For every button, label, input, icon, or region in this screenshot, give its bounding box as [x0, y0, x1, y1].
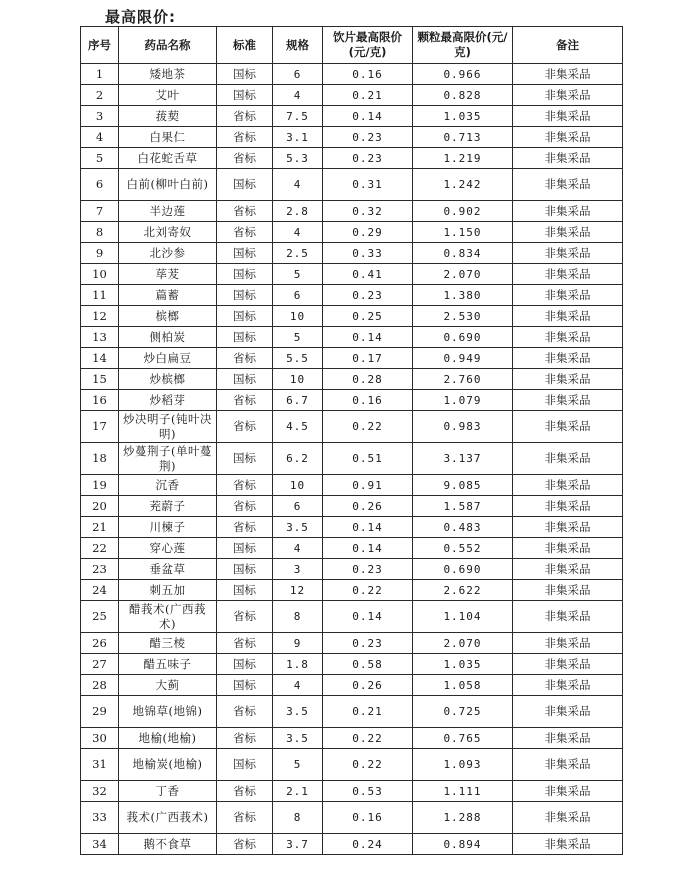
cell-standard: 国标	[217, 749, 273, 781]
table-row	[81, 222, 623, 243]
table-header-row	[81, 27, 623, 64]
cell-standard: 省标	[217, 728, 273, 749]
cell-standard: 省标	[217, 148, 273, 169]
table-row	[81, 475, 623, 496]
cell-no: 25	[81, 601, 119, 633]
cell-remark: 非集采品	[513, 169, 623, 201]
cell-remark: 非集采品	[513, 285, 623, 306]
table-row	[81, 749, 623, 781]
table-row	[81, 348, 623, 369]
cell-spec: 4	[273, 222, 323, 243]
cell-spec: 8	[273, 802, 323, 834]
cell-remark: 非集采品	[513, 264, 623, 285]
table-row	[81, 64, 623, 85]
cell-no: 29	[81, 696, 119, 728]
cell-remark: 非集采品	[513, 749, 623, 781]
cell-name: 艾叶	[119, 85, 217, 106]
cell-remark: 非集采品	[513, 654, 623, 675]
cell-standard: 省标	[217, 696, 273, 728]
cell-remark: 非集采品	[513, 834, 623, 855]
cell-spec: 9	[273, 633, 323, 654]
cell-standard: 省标	[217, 222, 273, 243]
cell-no: 31	[81, 749, 119, 781]
cell-name: 荜茇	[119, 264, 217, 285]
cell-piece-price: 0.24	[323, 834, 413, 855]
cell-spec: 1.8	[273, 654, 323, 675]
cell-spec: 5	[273, 327, 323, 348]
cell-granule-price: 1.288	[413, 802, 513, 834]
cell-remark: 非集采品	[513, 696, 623, 728]
cell-piece-price: 0.23	[323, 559, 413, 580]
cell-piece-price: 0.14	[323, 106, 413, 127]
cell-granule-price: 0.483	[413, 517, 513, 538]
cell-granule-price: 0.949	[413, 348, 513, 369]
cell-remark: 非集采品	[513, 781, 623, 802]
cell-remark: 非集采品	[513, 148, 623, 169]
cell-no: 13	[81, 327, 119, 348]
cell-standard: 国标	[217, 243, 273, 264]
cell-standard: 省标	[217, 127, 273, 148]
table-row	[81, 601, 623, 633]
cell-remark: 非集采品	[513, 390, 623, 411]
cell-granule-price: 1.380	[413, 285, 513, 306]
cell-name: 地榆炭(地榆)	[119, 749, 217, 781]
cell-spec: 12	[273, 580, 323, 601]
table-row	[81, 390, 623, 411]
table-row	[81, 264, 623, 285]
cell-no: 17	[81, 411, 119, 443]
cell-name: 槟榔	[119, 306, 217, 327]
cell-granule-price: 2.070	[413, 264, 513, 285]
cell-remark: 非集采品	[513, 517, 623, 538]
cell-standard: 省标	[217, 601, 273, 633]
cell-piece-price: 0.28	[323, 369, 413, 390]
table-row	[81, 201, 623, 222]
cell-no: 3	[81, 106, 119, 127]
cell-granule-price: 0.834	[413, 243, 513, 264]
header-standard: 标准	[217, 27, 273, 64]
cell-standard: 国标	[217, 369, 273, 390]
cell-remark: 非集采品	[513, 306, 623, 327]
cell-name: 茺蔚子	[119, 496, 217, 517]
cell-piece-price: 0.58	[323, 654, 413, 675]
cell-name: 北刘寄奴	[119, 222, 217, 243]
cell-standard: 国标	[217, 264, 273, 285]
cell-piece-price: 0.21	[323, 696, 413, 728]
cell-spec: 2.1	[273, 781, 323, 802]
cell-standard: 省标	[217, 834, 273, 855]
cell-name: 白果仁	[119, 127, 217, 148]
cell-no: 15	[81, 369, 119, 390]
cell-no: 34	[81, 834, 119, 855]
cell-granule-price: 2.530	[413, 306, 513, 327]
table-row	[81, 85, 623, 106]
cell-no: 11	[81, 285, 119, 306]
cell-granule-price: 2.070	[413, 633, 513, 654]
cell-standard: 国标	[217, 327, 273, 348]
cell-standard: 国标	[217, 559, 273, 580]
cell-granule-price: 1.587	[413, 496, 513, 517]
table-row	[81, 127, 623, 148]
cell-spec: 3.1	[273, 127, 323, 148]
cell-piece-price: 0.32	[323, 201, 413, 222]
cell-granule-price: 0.765	[413, 728, 513, 749]
cell-piece-price: 0.51	[323, 443, 413, 475]
cell-granule-price: 1.058	[413, 675, 513, 696]
cell-spec: 10	[273, 475, 323, 496]
cell-no: 5	[81, 148, 119, 169]
cell-name: 炒蔓荆子(单叶蔓荆)	[119, 443, 217, 475]
cell-spec: 2.5	[273, 243, 323, 264]
cell-no: 18	[81, 443, 119, 475]
cell-standard: 国标	[217, 654, 273, 675]
table-row	[81, 148, 623, 169]
cell-standard: 省标	[217, 781, 273, 802]
cell-name: 沉香	[119, 475, 217, 496]
cell-granule-price: 0.828	[413, 85, 513, 106]
cell-piece-price: 0.33	[323, 243, 413, 264]
cell-no: 26	[81, 633, 119, 654]
cell-remark: 非集采品	[513, 475, 623, 496]
cell-name: 丁香	[119, 781, 217, 802]
cell-spec: 10	[273, 369, 323, 390]
cell-piece-price: 0.29	[323, 222, 413, 243]
cell-name: 穿心莲	[119, 538, 217, 559]
header-name: 药品名称	[119, 27, 217, 64]
cell-standard: 国标	[217, 538, 273, 559]
cell-no: 19	[81, 475, 119, 496]
cell-spec: 10	[273, 306, 323, 327]
cell-no: 22	[81, 538, 119, 559]
cell-no: 33	[81, 802, 119, 834]
cell-name: 菝葜	[119, 106, 217, 127]
table-row	[81, 559, 623, 580]
cell-remark: 非集采品	[513, 411, 623, 443]
cell-piece-price: 0.25	[323, 306, 413, 327]
cell-granule-price: 2.622	[413, 580, 513, 601]
table-row	[81, 802, 623, 834]
cell-no: 21	[81, 517, 119, 538]
header-granule-price: 颗粒最高限价(元/克)	[413, 27, 513, 64]
cell-piece-price: 0.22	[323, 749, 413, 781]
cell-name: 炒决明子(钝叶决明)	[119, 411, 217, 443]
cell-remark: 非集采品	[513, 633, 623, 654]
cell-remark: 非集采品	[513, 201, 623, 222]
cell-name: 醋五味子	[119, 654, 217, 675]
cell-granule-price: 0.902	[413, 201, 513, 222]
cell-no: 28	[81, 675, 119, 696]
cell-standard: 省标	[217, 201, 273, 222]
cell-granule-price: 0.725	[413, 696, 513, 728]
cell-spec: 5.5	[273, 348, 323, 369]
document-title: 最高限价:	[105, 8, 176, 26]
table-row	[81, 696, 623, 728]
cell-spec: 2.8	[273, 201, 323, 222]
cell-name: 大蓟	[119, 675, 217, 696]
cell-name: 白前(柳叶白前)	[119, 169, 217, 201]
cell-granule-price: 0.983	[413, 411, 513, 443]
cell-piece-price: 0.16	[323, 64, 413, 85]
cell-granule-price: 0.690	[413, 559, 513, 580]
cell-piece-price: 0.16	[323, 802, 413, 834]
cell-no: 9	[81, 243, 119, 264]
cell-remark: 非集采品	[513, 601, 623, 633]
cell-piece-price: 0.41	[323, 264, 413, 285]
cell-standard: 省标	[217, 106, 273, 127]
cell-standard: 省标	[217, 411, 273, 443]
cell-no: 8	[81, 222, 119, 243]
cell-name: 莪术(广西莪术)	[119, 802, 217, 834]
table-row	[81, 106, 623, 127]
cell-name: 半边莲	[119, 201, 217, 222]
cell-no: 12	[81, 306, 119, 327]
cell-standard: 省标	[217, 475, 273, 496]
cell-standard: 省标	[217, 517, 273, 538]
cell-piece-price: 0.23	[323, 127, 413, 148]
header-piece-price: 饮片最高限价(元/克)	[323, 27, 413, 64]
cell-piece-price: 0.14	[323, 538, 413, 559]
cell-remark: 非集采品	[513, 559, 623, 580]
cell-no: 30	[81, 728, 119, 749]
cell-standard: 国标	[217, 580, 273, 601]
table-row	[81, 443, 623, 475]
cell-granule-price: 0.552	[413, 538, 513, 559]
header-spec: 规格	[273, 27, 323, 64]
cell-name: 北沙参	[119, 243, 217, 264]
cell-spec: 6	[273, 64, 323, 85]
table-row	[81, 580, 623, 601]
table-row	[81, 675, 623, 696]
cell-remark: 非集采品	[513, 369, 623, 390]
table-row	[81, 306, 623, 327]
cell-standard: 国标	[217, 85, 273, 106]
cell-piece-price: 0.31	[323, 169, 413, 201]
cell-spec: 7.5	[273, 106, 323, 127]
cell-piece-price: 0.22	[323, 411, 413, 443]
cell-spec: 3.5	[273, 696, 323, 728]
cell-remark: 非集采品	[513, 443, 623, 475]
header-remark: 备注	[513, 27, 623, 64]
cell-remark: 非集采品	[513, 243, 623, 264]
cell-name: 地锦草(地锦)	[119, 696, 217, 728]
cell-piece-price: 0.26	[323, 675, 413, 696]
cell-piece-price: 0.26	[323, 496, 413, 517]
cell-standard: 省标	[217, 348, 273, 369]
cell-standard: 省标	[217, 390, 273, 411]
cell-spec: 4	[273, 85, 323, 106]
table-row	[81, 327, 623, 348]
cell-spec: 3.5	[273, 517, 323, 538]
cell-remark: 非集采品	[513, 348, 623, 369]
cell-piece-price: 0.22	[323, 728, 413, 749]
cell-granule-price: 0.690	[413, 327, 513, 348]
cell-spec: 6.2	[273, 443, 323, 475]
cell-spec: 4.5	[273, 411, 323, 443]
table-row	[81, 243, 623, 264]
cell-no: 1	[81, 64, 119, 85]
cell-remark: 非集采品	[513, 538, 623, 559]
cell-remark: 非集采品	[513, 728, 623, 749]
table-row	[81, 728, 623, 749]
cell-piece-price: 0.23	[323, 148, 413, 169]
cell-standard: 国标	[217, 306, 273, 327]
cell-name: 川楝子	[119, 517, 217, 538]
table-row	[81, 411, 623, 443]
cell-name: 白花蛇舌草	[119, 148, 217, 169]
cell-no: 2	[81, 85, 119, 106]
price-limit-table	[80, 26, 623, 855]
cell-granule-price: 0.713	[413, 127, 513, 148]
cell-spec: 5.3	[273, 148, 323, 169]
cell-no: 16	[81, 390, 119, 411]
cell-spec: 4	[273, 538, 323, 559]
cell-granule-price: 1.079	[413, 390, 513, 411]
cell-no: 10	[81, 264, 119, 285]
cell-name: 醋莪术(广西莪术)	[119, 601, 217, 633]
cell-name: 侧柏炭	[119, 327, 217, 348]
cell-name: 刺五加	[119, 580, 217, 601]
cell-granule-price: 1.035	[413, 654, 513, 675]
cell-granule-price: 1.219	[413, 148, 513, 169]
cell-remark: 非集采品	[513, 802, 623, 834]
cell-granule-price: 0.966	[413, 64, 513, 85]
cell-standard: 国标	[217, 64, 273, 85]
cell-standard: 国标	[217, 285, 273, 306]
cell-granule-price: 1.150	[413, 222, 513, 243]
cell-name: 垂盆草	[119, 559, 217, 580]
cell-remark: 非集采品	[513, 675, 623, 696]
cell-spec: 6	[273, 285, 323, 306]
cell-remark: 非集采品	[513, 496, 623, 517]
cell-spec: 4	[273, 675, 323, 696]
cell-granule-price: 1.242	[413, 169, 513, 201]
cell-remark: 非集采品	[513, 580, 623, 601]
cell-piece-price: 0.53	[323, 781, 413, 802]
cell-standard: 省标	[217, 496, 273, 517]
cell-piece-price: 0.14	[323, 601, 413, 633]
cell-granule-price: 1.104	[413, 601, 513, 633]
cell-granule-price: 3.137	[413, 443, 513, 475]
cell-standard: 省标	[217, 633, 273, 654]
table-body	[81, 64, 623, 855]
cell-spec: 4	[273, 169, 323, 201]
cell-no: 4	[81, 127, 119, 148]
cell-granule-price: 1.093	[413, 749, 513, 781]
cell-name: 矮地茶	[119, 64, 217, 85]
cell-granule-price: 1.035	[413, 106, 513, 127]
cell-piece-price: 0.91	[323, 475, 413, 496]
cell-piece-price: 0.14	[323, 517, 413, 538]
cell-name: 萹蓄	[119, 285, 217, 306]
cell-no: 14	[81, 348, 119, 369]
table-row	[81, 517, 623, 538]
cell-name: 炒白扁豆	[119, 348, 217, 369]
table-row	[81, 496, 623, 517]
cell-piece-price: 0.23	[323, 633, 413, 654]
cell-spec: 5	[273, 749, 323, 781]
cell-piece-price: 0.23	[323, 285, 413, 306]
cell-remark: 非集采品	[513, 127, 623, 148]
cell-no: 7	[81, 201, 119, 222]
cell-name: 炒稻芽	[119, 390, 217, 411]
table-row	[81, 285, 623, 306]
table-row	[81, 633, 623, 654]
cell-spec: 6	[273, 496, 323, 517]
cell-spec: 8	[273, 601, 323, 633]
cell-spec: 3.5	[273, 728, 323, 749]
cell-no: 27	[81, 654, 119, 675]
cell-remark: 非集采品	[513, 64, 623, 85]
cell-spec: 5	[273, 264, 323, 285]
cell-no: 23	[81, 559, 119, 580]
cell-name: 醋三棱	[119, 633, 217, 654]
table-row	[81, 169, 623, 201]
cell-granule-price: 1.111	[413, 781, 513, 802]
cell-remark: 非集采品	[513, 327, 623, 348]
cell-standard: 国标	[217, 169, 273, 201]
cell-piece-price: 0.16	[323, 390, 413, 411]
cell-no: 20	[81, 496, 119, 517]
cell-piece-price: 0.22	[323, 580, 413, 601]
cell-name: 炒槟榔	[119, 369, 217, 390]
cell-spec: 6.7	[273, 390, 323, 411]
cell-name: 鹅不食草	[119, 834, 217, 855]
table-row	[81, 369, 623, 390]
cell-piece-price: 0.21	[323, 85, 413, 106]
table-row	[81, 781, 623, 802]
table-row	[81, 834, 623, 855]
cell-remark: 非集采品	[513, 85, 623, 106]
cell-name: 地榆(地榆)	[119, 728, 217, 749]
cell-granule-price: 0.894	[413, 834, 513, 855]
cell-piece-price: 0.14	[323, 327, 413, 348]
cell-standard: 省标	[217, 802, 273, 834]
cell-granule-price: 9.085	[413, 475, 513, 496]
cell-piece-price: 0.17	[323, 348, 413, 369]
header-no: 序号	[81, 27, 119, 64]
cell-no: 6	[81, 169, 119, 201]
cell-remark: 非集采品	[513, 222, 623, 243]
cell-no: 32	[81, 781, 119, 802]
cell-no: 24	[81, 580, 119, 601]
cell-spec: 3.7	[273, 834, 323, 855]
cell-standard: 国标	[217, 443, 273, 475]
cell-granule-price: 2.760	[413, 369, 513, 390]
table-row	[81, 654, 623, 675]
cell-spec: 3	[273, 559, 323, 580]
cell-remark: 非集采品	[513, 106, 623, 127]
table-row	[81, 538, 623, 559]
cell-standard: 国标	[217, 675, 273, 696]
